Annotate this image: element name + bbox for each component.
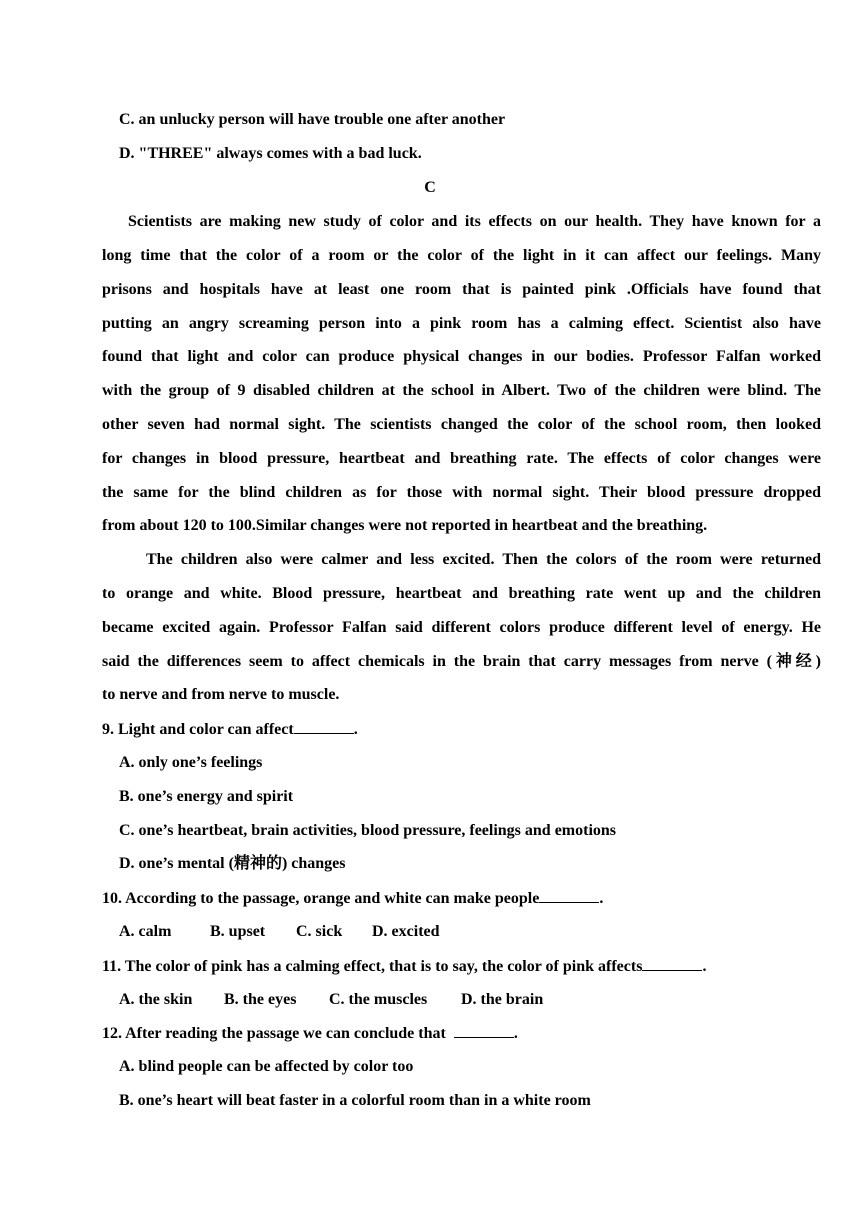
passage-line: to nerve and from nerve to muscle. <box>102 686 340 703</box>
passage-line: to orange and white. Blood pressure, heartbeat and breathing rate went up and the children <box>102 585 821 602</box>
passage-line: with the group of 9 disabled children at the school in Albert. Two of the children were blind. The <box>102 382 821 399</box>
q9-option-a: A. only one’s feelings <box>119 754 263 771</box>
answer-blank <box>539 888 599 903</box>
passage-line: became excited again. Professor Falfan said different colors produce different level of energy. He <box>102 619 821 636</box>
passage-line: prisons and hospitals have at least one room that is painted pink .Officials have found that <box>102 281 821 298</box>
q12-option-b: B. one’s heart will beat faster in a colorful room than in a white room <box>119 1092 591 1109</box>
question-end: . <box>353 721 358 738</box>
passage-line: Scientists are making new study of color and its effects on our health. They have known for a <box>128 213 821 230</box>
question-end: . <box>599 890 604 907</box>
q10-option-a: A. calm <box>119 923 172 940</box>
q10-option-b: B. upset <box>210 923 266 940</box>
q11-option-b: B. the eyes <box>224 991 297 1008</box>
q9-option-c: C. one’s heartbeat, brain activities, blood pressure, feelings and emotions <box>119 822 617 839</box>
passage-line: long time that the color of a room or the color of the light in it can affect our feelings. Many <box>102 247 821 264</box>
q10-options <box>119 922 440 942</box>
q12-option-a: A. blind people can be affected by color too <box>119 1058 414 1075</box>
q11-option-c: C. the muscles <box>329 991 428 1008</box>
q9-option-b: B. one’s energy and spirit <box>119 788 294 805</box>
question-10 <box>102 888 603 909</box>
question-stem: 12. After reading the passage we can conclude that <box>102 1025 446 1042</box>
passage-line: said the differences seem to affect chemicals in the brain that carry messages from nerve (神经) <box>102 653 821 670</box>
q9-option-d: D. one’s mental (精神的) changes <box>119 855 346 872</box>
answer-blank <box>642 956 702 971</box>
question-stem: 10. According to the passage, orange and white can make people <box>102 890 540 907</box>
passage-line: the same for the blind children as for those with normal sight. Their blood pressure dropped <box>102 484 821 501</box>
prev-option-d: D. "THREE" always comes with a bad luck. <box>119 145 422 162</box>
answer-blank <box>454 1023 514 1038</box>
passage-line: putting an angry screaming person into a pink room has a calming effect. Scientist also have <box>102 315 821 332</box>
passage-line: for changes in blood pressure, heartbeat and breathing rate. The effects of color changes were <box>102 450 821 467</box>
passage-line: found that light and color can produce physical changes in our bodies. Professor Falfan worked <box>102 348 821 365</box>
q10-option-d: D. excited <box>372 923 440 940</box>
passage-line: from about 120 to 100.Similar changes were not reported in heartbeat and the breathing. <box>102 517 708 534</box>
question-stem: 11. The color of pink has a calming effect, that is to say, the color of pink affects <box>102 958 643 975</box>
passage-line: The children also were calmer and less excited. Then the colors of the room were returned <box>146 551 821 568</box>
passage-line: other seven had normal sight. The scientists changed the color of the school room, then looked <box>102 416 821 433</box>
question-end: . <box>513 1025 518 1042</box>
question-9 <box>102 719 358 740</box>
question-end: . <box>702 958 707 975</box>
section-title: C <box>424 179 436 196</box>
q10-option-c: C. sick <box>296 923 343 940</box>
question-stem: 9. Light and color can affect <box>102 721 294 738</box>
prev-option-c: C. an unlucky person will have trouble one after another <box>119 111 506 128</box>
q11-option-d: D. the brain <box>461 991 544 1008</box>
answer-blank <box>294 719 354 734</box>
question-12 <box>102 1023 518 1044</box>
q11-options <box>119 990 543 1010</box>
question-11 <box>102 956 706 977</box>
q11-option-a: A. the skin <box>119 991 193 1008</box>
